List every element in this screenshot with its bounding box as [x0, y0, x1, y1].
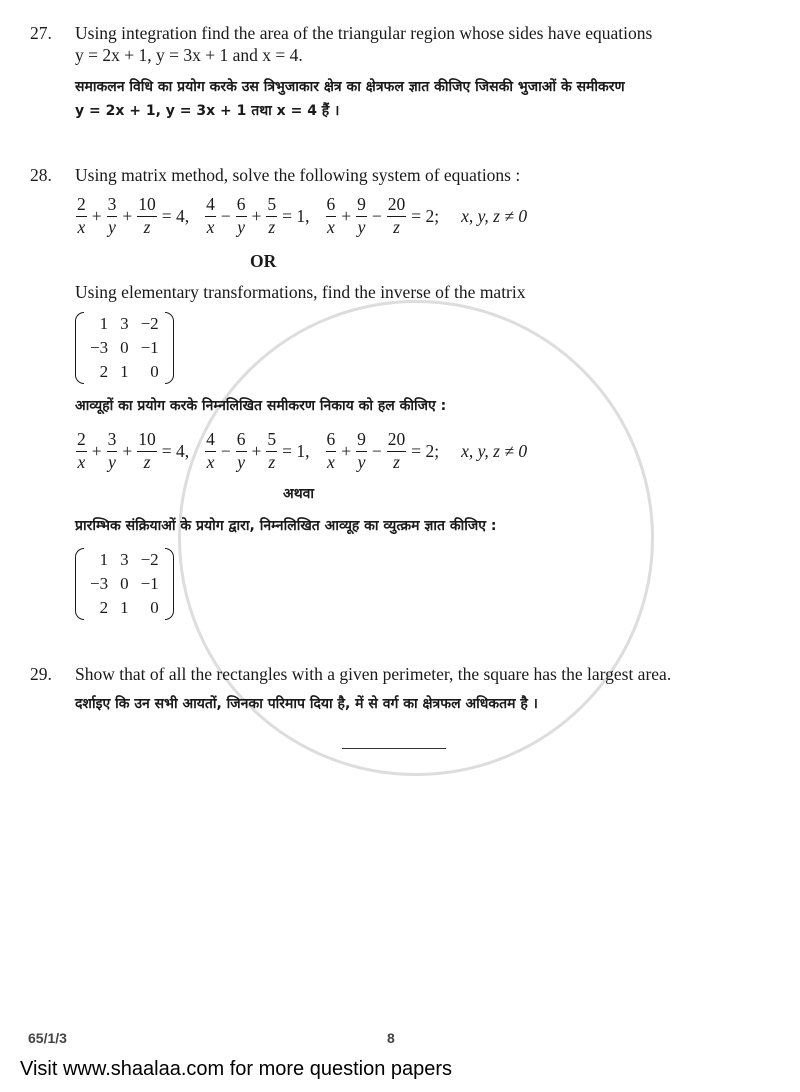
fraction — [356, 431, 367, 471]
page-number: 8 — [387, 1030, 395, 1046]
matrix-cell: −1 — [140, 574, 159, 593]
q28-hindi-alt: प्रारम्भिक संक्रियाओं के प्रयोग द्वारा, निम्नलिखित आव्यूह का व्युत्क्रम ज्ञात कीजिए : — [75, 518, 497, 534]
matrix-hindi — [75, 548, 174, 620]
numerator: 4 — [205, 196, 216, 217]
operator: − — [220, 440, 231, 461]
denominator: y — [237, 216, 246, 237]
numerator: 2 — [76, 431, 87, 452]
numerator: 9 — [356, 196, 367, 217]
numerator: 6 — [236, 431, 247, 452]
matrix-row — [84, 360, 165, 384]
numerator: 5 — [266, 196, 277, 217]
q27-english-line2: y = 2x + 1, y = 3x + 1 and x = 4. — [75, 45, 303, 65]
numerator: 10 — [137, 196, 157, 217]
fraction — [356, 196, 367, 236]
fraction — [205, 431, 216, 471]
denominator: x — [77, 216, 86, 237]
fraction — [326, 196, 337, 236]
fraction — [137, 196, 157, 236]
q28-english-alt: Using elementary transformations, find the inverse of the matrix — [75, 282, 526, 302]
fraction — [266, 196, 277, 236]
numerator: 3 — [107, 431, 118, 452]
matrix-cell: −2 — [140, 314, 159, 333]
operator: + — [251, 440, 262, 461]
matrix-cell: −3 — [90, 574, 109, 593]
matrix-grid — [84, 548, 165, 620]
numerator: 2 — [76, 196, 87, 217]
left-paren — [75, 312, 84, 384]
fraction — [266, 431, 277, 471]
operator: − — [220, 205, 231, 226]
operator: = 4, — [161, 440, 190, 461]
matrix-cell: 2 — [99, 598, 109, 617]
fraction — [76, 431, 87, 471]
denominator: x — [77, 451, 86, 472]
denominator: z — [393, 451, 400, 472]
q28-hindi-intro: आव्यूहों का प्रयोग करके निम्नलिखित समीकरण निकाय को हल कीजिए : — [75, 398, 447, 414]
or-label-hindi: अथवा — [283, 486, 315, 502]
condition: x, y, z ≠ 0 — [461, 440, 528, 461]
denominator: x — [326, 216, 335, 237]
operator: = 4, — [161, 205, 190, 226]
matrix-cell: −3 — [90, 338, 109, 357]
operator: + — [91, 205, 102, 226]
q29-english: Show that of all the rectangles with a given perimeter, the square has the largest area. — [75, 664, 672, 684]
operator: + — [341, 205, 352, 226]
denominator: x — [206, 451, 215, 472]
numerator: 4 — [205, 431, 216, 452]
matrix-grid — [84, 312, 165, 384]
fraction — [387, 431, 407, 471]
fraction — [205, 196, 216, 236]
operator: − — [371, 440, 382, 461]
fraction — [107, 431, 118, 471]
matrix-row — [84, 336, 165, 360]
operator: = 1, — [282, 205, 310, 226]
fraction — [137, 431, 157, 471]
q27-hindi-line2: y = 2x + 1, y = 3x + 1 तथा x = 4 हैं । — [75, 103, 340, 119]
operator: + — [122, 440, 133, 461]
numerator: 6 — [326, 431, 337, 452]
equation-system-english — [75, 196, 527, 236]
denominator: x — [326, 451, 335, 472]
denominator: y — [237, 451, 246, 472]
fraction — [236, 196, 247, 236]
fraction — [76, 196, 87, 236]
q28-number: 28. — [30, 165, 52, 185]
matrix-cell: 3 — [120, 550, 129, 569]
equation-system-hindi — [75, 431, 527, 471]
matrix-cell: 1 — [120, 598, 129, 617]
fraction — [107, 196, 118, 236]
denominator: y — [108, 216, 116, 237]
fraction — [387, 196, 407, 236]
matrix-cell: −2 — [140, 550, 159, 569]
operator: + — [341, 440, 352, 461]
matrix-cell: 0 — [120, 574, 129, 593]
matrix-cell: 3 — [120, 314, 129, 333]
numerator: 5 — [266, 431, 277, 452]
q27-hindi-line1: समाकलन विधि का प्रयोग करके उस त्रिभुजाकार क्षेत्र का क्षेत्रफल ज्ञात कीजिए जिसकी भुजाओं के समीकरण — [75, 79, 625, 95]
denominator: y — [357, 451, 366, 472]
or-label: OR — [250, 251, 277, 271]
matrix-cell: 0 — [120, 338, 129, 357]
matrix-row — [84, 596, 165, 620]
fraction — [326, 431, 337, 471]
matrix-row — [84, 572, 165, 596]
denominator: z — [268, 216, 276, 237]
matrix-row — [84, 312, 165, 336]
numerator: 20 — [387, 196, 407, 217]
end-rule — [342, 748, 446, 749]
matrix-english — [75, 312, 174, 384]
operator: = 2; — [411, 440, 440, 461]
matrix-cell: −1 — [140, 338, 159, 357]
matrix-cell: 0 — [150, 598, 159, 617]
q29-number: 29. — [30, 664, 52, 684]
denominator: x — [206, 216, 215, 237]
right-paren — [165, 548, 174, 620]
q28-english-intro: Using matrix method, solve the following system of equations : — [75, 165, 521, 185]
operator: − — [371, 205, 382, 226]
numerator: 6 — [236, 196, 247, 217]
denominator: y — [108, 451, 116, 472]
matrix-cell: 2 — [99, 362, 109, 381]
visit-link[interactable]: Visit www.shaalaa.com for more question papers — [20, 1058, 453, 1080]
q27-english-line1: Using integration find the area of the triangular region whose sides have equations — [75, 23, 653, 43]
operator: + — [91, 440, 102, 461]
matrix-cell: 0 — [150, 362, 159, 381]
numerator: 10 — [137, 431, 157, 452]
denominator: y — [357, 216, 366, 237]
fraction — [236, 431, 247, 471]
denominator: z — [393, 216, 400, 237]
matrix-cell: 1 — [99, 314, 109, 333]
operator: + — [251, 205, 262, 226]
denominator: z — [143, 451, 151, 472]
operator: = 2; — [411, 205, 440, 226]
left-paren — [75, 548, 84, 620]
q29-hindi: दर्शाइए कि उन सभी आयतों, जिनका परिमाप दिया है, में से वर्ग का क्षेत्रफल अधिकतम है । — [75, 696, 538, 712]
denominator: z — [143, 216, 151, 237]
right-paren — [165, 312, 174, 384]
condition: x, y, z ≠ 0 — [461, 205, 528, 226]
numerator: 9 — [356, 431, 367, 452]
numerator: 20 — [387, 431, 407, 452]
operator: = 1, — [282, 440, 310, 461]
numerator: 3 — [107, 196, 118, 217]
matrix-cell: 1 — [120, 362, 129, 381]
paper-code: 65/1/3 — [28, 1030, 67, 1046]
numerator: 6 — [326, 196, 337, 217]
matrix-row — [84, 548, 165, 572]
matrix-cell: 1 — [99, 550, 109, 569]
denominator: z — [268, 451, 276, 472]
operator: + — [122, 205, 133, 226]
q27-number: 27. — [30, 23, 52, 43]
